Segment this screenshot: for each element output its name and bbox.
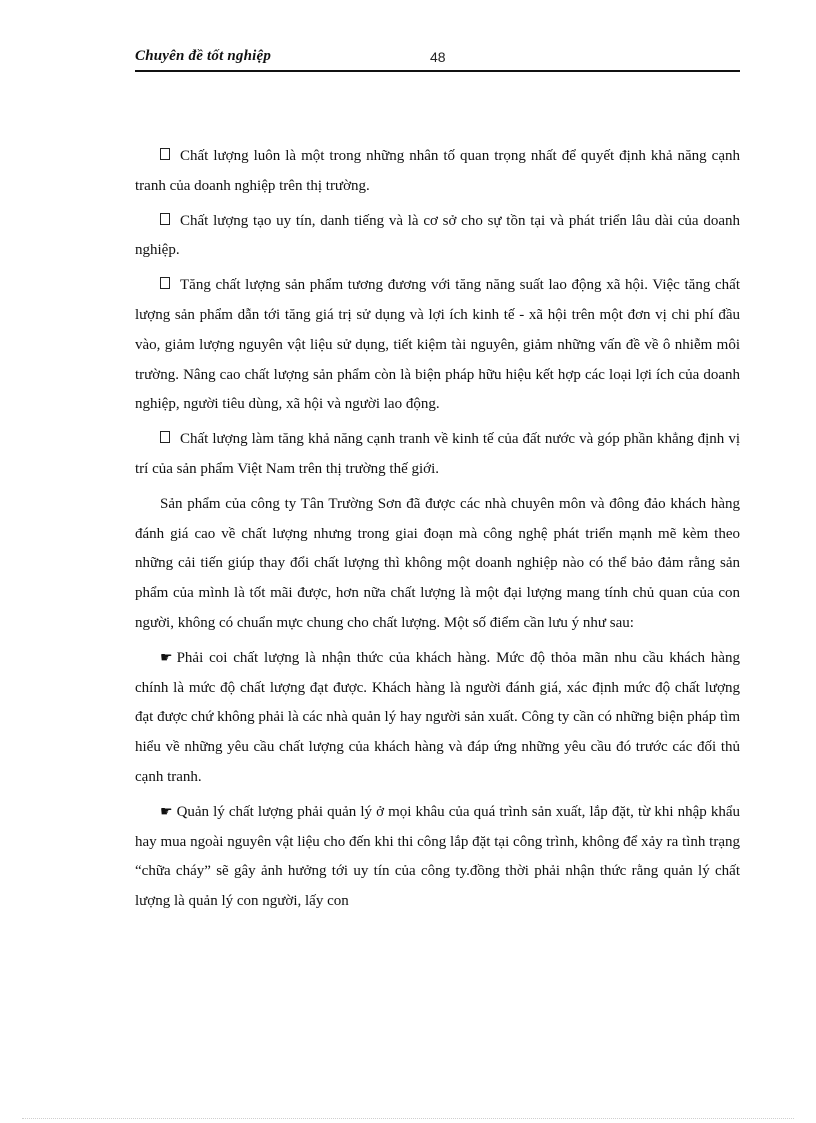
paragraph-customer-perception <box>135 644 740 793</box>
paragraph-text: Chất lượng làm tăng khả năng cạnh tranh về kinh tế của đất nước và góp phần khẳng định vị trí của sản phẩm Việt Nam trên thị trường thế giới. <box>135 431 740 477</box>
page-number: 48 <box>430 49 446 65</box>
paragraph-text: Phải coi chất lượng là nhận thức của khách hàng. Mức độ thỏa mãn nhu cầu khách hàng chính là mức độ chất lượng đạt được. Khách hàng là người đánh giá, xác định mức độ chất lượng đạt được chứ không phải là các nhà quản lý hay người sản xuất. Công ty cần có những biện pháp tìm hiểu về những yêu cầu chất lượng của khách hàng và đáp ứng những yêu cầu đó trước các đối thủ cạnh tranh. <box>135 649 740 785</box>
paragraph-quality-productivity <box>135 271 740 420</box>
paragraph-quality-competitiveness <box>135 142 740 202</box>
paragraph-quality-national <box>135 425 740 485</box>
paragraph-text: Quản lý chất lượng phải quản lý ở mọi khâu của quá trình sản xuất, lắp đặt, từ khi nhập khẩu hay mua ngoài nguyên vật liệu cho đến khi thi công lắp đặt tại công trình, không để xảy ra tình trạng “chữa cháy” sẽ gây ảnh hưởng tới uy tín của công ty.đồng thời phải nhận thức rằng quản lý chất lượng là quản lý con người, lấy con <box>135 803 740 910</box>
pointing-hand-icon: ☛ <box>160 803 173 820</box>
paragraph-text: Chất lượng luôn là một trong những nhân tố quan trọng nhất để quyết định khả năng cạnh tranh của doanh nghiệp trên thị trường. <box>135 148 740 194</box>
paragraph-text: Chất lượng tạo uy tín, danh tiếng và là cơ sở cho sự tồn tại và phát triển lâu dài của doanh nghiệp. <box>135 212 740 259</box>
box-bullet-icon <box>160 277 170 289</box>
box-bullet-icon <box>160 213 170 225</box>
header-rule <box>135 70 740 72</box>
header-title: Chuyên đề tốt nghiệp <box>135 48 272 64</box>
page-header <box>135 48 740 70</box>
box-bullet-icon <box>160 431 170 443</box>
paragraph-quality-management <box>135 798 740 917</box>
page-bottom-divider <box>22 1118 794 1119</box>
paragraph-text: Sản phẩm của công ty Tân Trường Sơn đã được các nhà chuyên môn và đông đảo khách hàng đánh giá cao về chất lượng nhưng trong giai đoạn mà công nghệ phát triển mạnh mẽ kèm theo những cải tiến giúp thay đổi chất lượng thì không một doanh nghiệp nào có thể bảo đảm rằng sản phẩm của mình là tốt mãi được, hơn nữa chất lượng là một đại lượng mang tính chủ quan của con người, không có chuẩn mực chung cho chất lượng. Một số điểm cần lưu ý như sau: <box>135 495 740 631</box>
body-text <box>135 142 740 922</box>
pointing-hand-icon: ☛ <box>160 649 173 666</box>
paragraph-quality-reputation <box>135 207 740 267</box>
paragraph-text: Tăng chất lượng sản phẩm tương đương với tăng năng suất lao động xã hội. Việc tăng chất lượng sản phẩm dẫn tới tăng giá trị sử dụng và lợi ích kinh tế - xã hội trên một đơn vị chi phí đầu vào, giảm lượng nguyên vật liệu sử dụng, tiết kiệm tài nguyên, giảm những vấn đề về ô nhiễm môi trường. Nâng cao chất lượng sản phẩm còn là biện pháp hữu hiệu kết hợp các loại lợi ích của doanh nghiệp, người tiêu dùng, xã hội và người lao động. <box>135 277 740 413</box>
box-bullet-icon <box>160 148 170 160</box>
paragraph-company-products <box>135 490 740 639</box>
